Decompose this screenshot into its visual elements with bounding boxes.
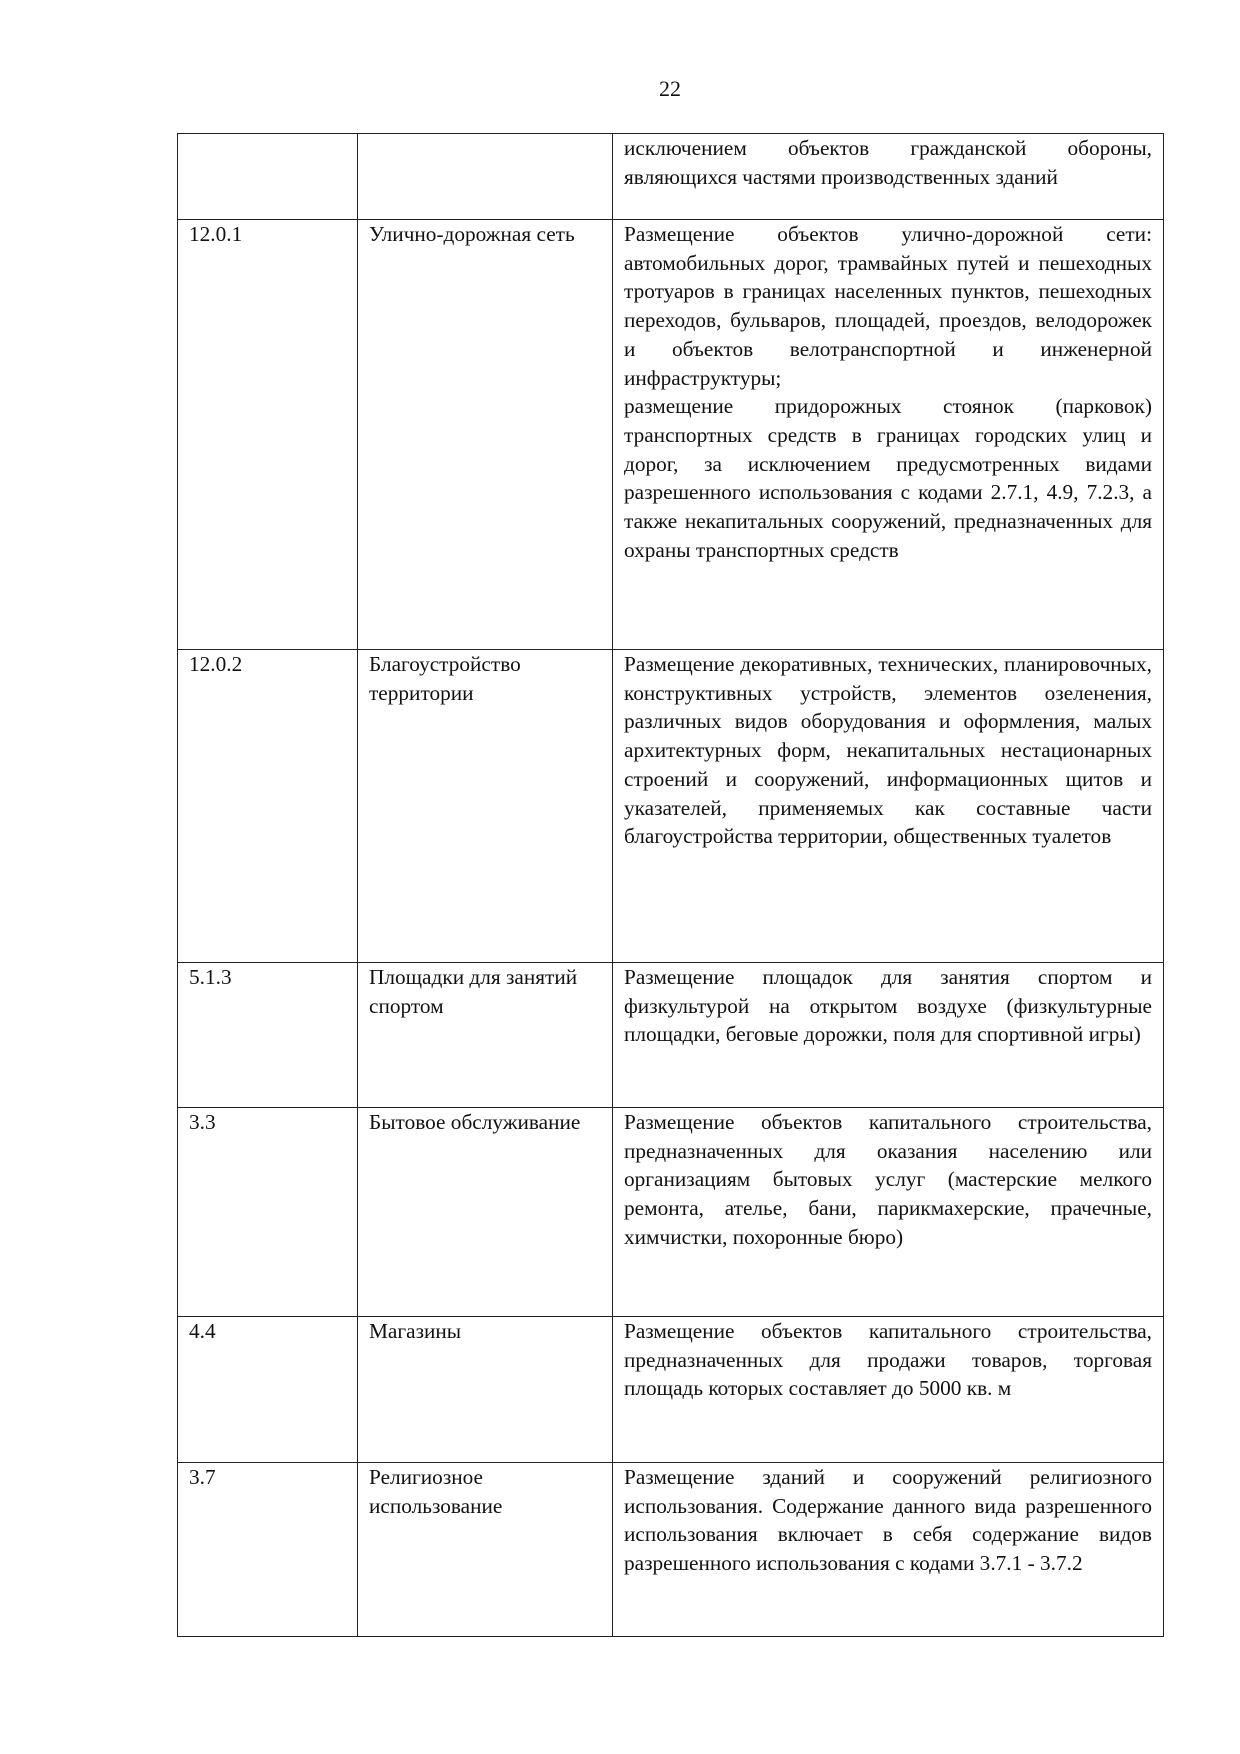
table-row [178, 963, 1164, 1108]
description-cell: Размещение объектов капитального строительства, предназначенных для продажи товаров, торговая площадь которых составляет до 5000 кв. м [613, 1317, 1164, 1463]
page-number: 22 [659, 76, 681, 101]
code-cell: 12.0.1 [178, 220, 358, 650]
table-row [178, 134, 1164, 220]
code-cell [178, 134, 358, 220]
description-cell: Размещение объектов капитального строительства, предназначенных для оказания населению или организациям бытовых услуг (мастерские мелкого ремонта, ателье, бани, парикмахерские, прачечные, химчистки, похоронные бюро) [613, 1108, 1164, 1317]
table-row [178, 220, 1164, 650]
name-cell: Религиозное использование [358, 1463, 613, 1637]
code-cell: 5.1.3 [178, 963, 358, 1108]
name-cell: Площадки для занятий спортом [358, 963, 613, 1108]
table-row [178, 1317, 1164, 1463]
description-cell [613, 220, 1164, 650]
description-cell: исключением объектов гражданской обороны, являющихся частями производственных зданий [613, 134, 1164, 220]
description-cell: Размещение декоративных, технических, планировочных, конструктивных устройств, элементов озеленения, различных видов оборудования и оформления, малых архитектурных форм, некапитальных нестационарных строений и сооружений, информационных щитов и указателей, применяемых как составные части благоустройства территории, общественных туалетов [613, 650, 1164, 963]
name-cell: Улично-дорожная сеть [358, 220, 613, 650]
table-row [178, 1463, 1164, 1637]
table-row [178, 650, 1164, 963]
name-cell: Магазины [358, 1317, 613, 1463]
code-cell: 12.0.2 [178, 650, 358, 963]
description-paragraph: размещение придорожных стоянок (парковок) транспортных средств в границах городских улиц и дорог, за исключением предусмотренных видами разрешенного использования с кодами 2.7.1, 4.9, 7.2.3, а также некапитальных сооружений, предназначенных для охраны транспортных средств [624, 394, 1152, 562]
description-paragraph: Размещение объектов улично-дорожной сети: автомобильных дорог, трамвайных путей и пешеходных тротуаров в границах населенных пунктов, пешеходных переходов, бульваров, площадей, проездов, велодорожек и объектов велотранспортной и инженерной инфраструктуры; [624, 222, 1152, 390]
description-cell: Размещение зданий и сооружений религиозного использования. Содержание данного вида разрешенного использования включает в себя содержание видов разрешенного использования с кодами 3.7.1 - 3.7.2 [613, 1463, 1164, 1637]
code-cell: 4.4 [178, 1317, 358, 1463]
name-cell [358, 134, 613, 220]
code-cell: 3.3 [178, 1108, 358, 1317]
name-cell: Бытовое обслуживание [358, 1108, 613, 1317]
table-row [178, 1108, 1164, 1317]
land-use-table [177, 133, 1164, 1637]
description-cell: Размещение площадок для занятия спортом и физкультурой на открытом воздухе (физкультурные площадки, беговые дорожки, поля для спортивной игры) [613, 963, 1164, 1108]
code-cell: 3.7 [178, 1463, 358, 1637]
name-cell: Благоустройство территории [358, 650, 613, 963]
